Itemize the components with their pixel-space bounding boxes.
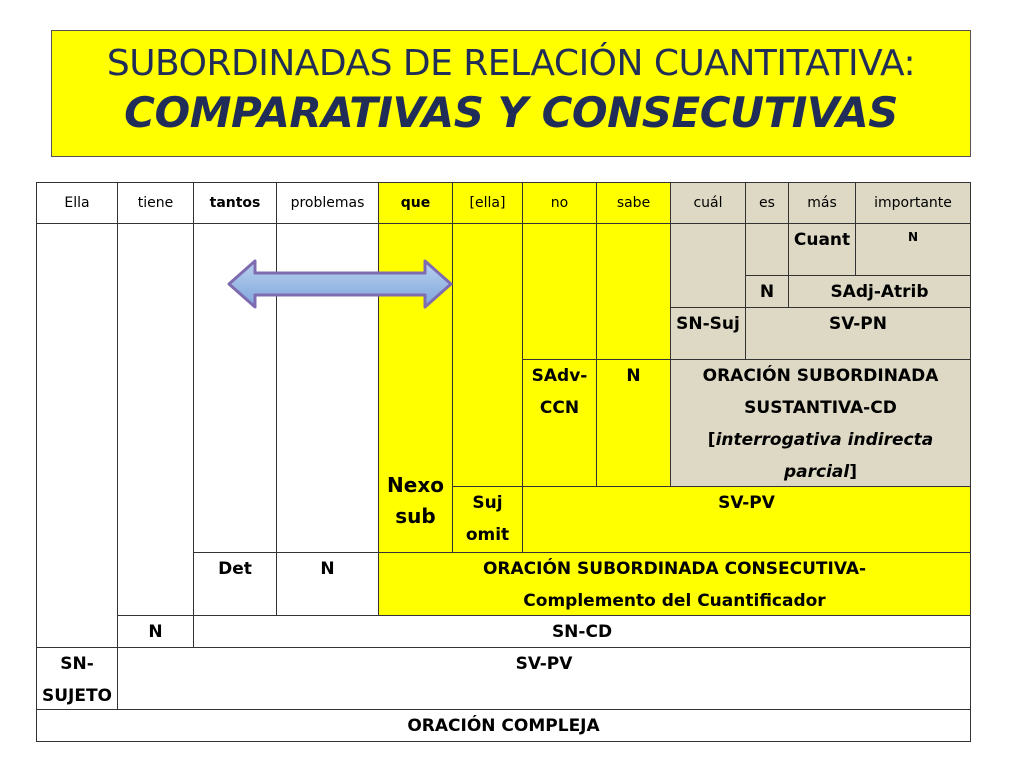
- cell-sn-suj: SN-Suj: [670, 307, 746, 360]
- nexo-label-1: Nexo: [387, 473, 444, 497]
- cell-cuant: Cuant: [788, 223, 856, 276]
- cell-n-problemas: N: [276, 552, 379, 616]
- osust-line-4: [703, 456, 939, 488]
- osust-line-1: ORACIÓN SUBORDINADA: [702, 366, 939, 386]
- header-word-mas: más: [788, 182, 856, 224]
- cell-cual-empty: [670, 223, 746, 308]
- osust-italic-2: parcial: [783, 462, 850, 482]
- cell-oracion-compleja: ORACIÓN COMPLEJA: [36, 709, 971, 742]
- cell-sadj-atrib: SAdj-Atrib: [788, 275, 971, 308]
- cell-no-empty: [522, 223, 597, 360]
- suj-omit-1: Suj: [472, 493, 503, 513]
- osust-line-3: [703, 424, 939, 456]
- sadv-label-1: SAdv-: [531, 366, 588, 386]
- oconsec-line-2: Complemento del Cuantificador: [523, 591, 826, 611]
- cell-sv-pn: SV-PN: [745, 307, 971, 360]
- cell-suj-omit: [452, 486, 523, 553]
- bracket-open: [: [707, 430, 716, 450]
- header-word-ella: Ella: [36, 182, 118, 224]
- cell-oracion-consecutiva: [378, 552, 971, 616]
- header-word-no: no: [522, 182, 597, 224]
- cell-sn-sujeto: [36, 647, 118, 710]
- cell-sv-pv-outer: SV-PV: [117, 647, 971, 710]
- cell-n-importante: N: [855, 223, 971, 276]
- cell-sv-pv-inner: SV-PV: [522, 486, 971, 553]
- title-line-1: SUBORDINADAS DE RELACIÓN CUANTITATIVA:: [106, 43, 916, 84]
- header-word-ella-bracket: [ella]: [452, 182, 523, 224]
- cell-ella-empty: [36, 223, 118, 648]
- cell-n-tiene: N: [117, 615, 194, 648]
- cell-tiene-empty: [117, 223, 194, 616]
- cell-es-empty: [745, 223, 789, 276]
- header-word-sabe: sabe: [596, 182, 671, 224]
- sadv-label-2: CCN: [539, 398, 580, 418]
- header-word-importante: importante: [855, 182, 971, 224]
- header-word-tiene: tiene: [117, 182, 194, 224]
- oconsec-line-1: ORACIÓN SUBORDINADA CONSECUTIVA-: [482, 559, 867, 579]
- nexo-label-2: sub: [395, 504, 436, 528]
- header-word-problemas: problemas: [276, 182, 379, 224]
- bracket-close: ]: [849, 462, 857, 482]
- header-word-es: es: [745, 182, 789, 224]
- cell-det: Det: [193, 552, 277, 616]
- sn-sujeto-2: SUJETO: [41, 686, 113, 706]
- cell-sn-cd: SN-CD: [193, 615, 971, 648]
- title-line-2: COMPARATIVAS Y CONSECUTIVAS: [124, 88, 898, 137]
- header-word-que: que: [378, 182, 453, 224]
- osust-italic-1: interrogativa indirecta: [715, 430, 934, 450]
- osust-line-2: SUSTANTIVA-CD: [744, 398, 897, 418]
- cell-n-sabe: N: [596, 359, 671, 487]
- header-word-cual: cuál: [670, 182, 746, 224]
- header-word-tantos: tantos: [193, 182, 277, 224]
- double-arrow-icon: [227, 258, 453, 310]
- cell-sabe-empty: [596, 223, 671, 360]
- cell-oracion-sustantiva: [670, 359, 971, 487]
- cell-sadv-ccn: [522, 359, 597, 487]
- sn-sujeto-1: SN-: [60, 654, 94, 674]
- cell-n-es: N: [745, 275, 789, 308]
- suj-omit-2: omit: [465, 525, 510, 545]
- cell-ella-bracket-empty: [452, 223, 523, 487]
